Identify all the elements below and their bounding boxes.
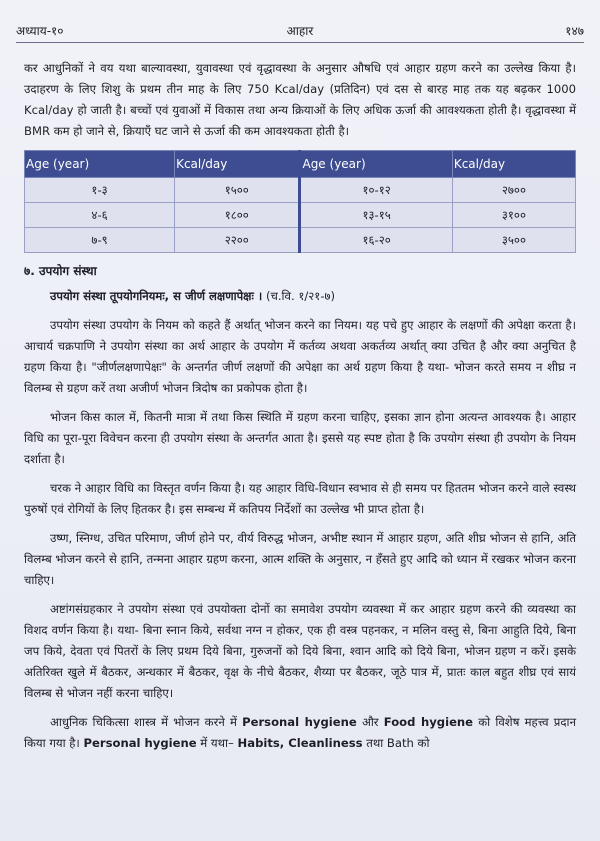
- chapter-title: आहार: [286, 24, 314, 38]
- term-habits-cleanliness: Habits, Cleanliness: [237, 736, 363, 750]
- table-row: [25, 178, 576, 203]
- paragraph: अष्टांगसंग्रहकार ने उपयोग संस्था एवं उपयोक्ता दोनों का समावेश उपयोग व्यवस्था में कर आहार ग्रहण करने की व्यवस्था का विशद वर्णन किया है। यथा- बिना स्नान किये, सर्वथा नग्न न होकर, एक ही वस्त्र पहनकर, न मलिन वस्तु से, बिना आहुति दिये, बिना जप किये, देवता एवं पितरों के लिए प्रथम दिये बिना, गुरुजनों को दिये बिना, श्वान आदि को दिये बिना, भोजन ग्रहण न करें। इसके अतिरिक्त खुले में बैठकर, अन्धकार में बैठकर, वृक्ष के नीचे बैठकर, शैय्या पर बैठकर, जूठे पात्र में, प्रातः काल बहुत शीघ्र एवं सायं विलम्ब से भोजन नहीं करना चाहिए।: [24, 602, 576, 700]
- table-row: [25, 228, 576, 253]
- header-age-1: Age (year): [25, 151, 175, 178]
- paragraph: उपयोग संस्था उपयोग के नियम को कहते हैं अर्थात् भोजन करने का नियम। यह पचे हुए आहार के लक्षणों की अपेक्षा करता है। आचार्य चक्रपाणि ने उपयोग संस्था का अर्थ आहार के उपयोग में कर्तव्य अथवा अकर्तव्य अर्थात् क्या उचित है और क्या अनुचित है ग्रहण किया है। "जीर्णलक्षणापेक्षः" के अन्तर्गत जीर्ण लक्षणों की अपेक्षा का अर्थ ग्रहण किया है यथा- भोजन करते समय न शीघ्र न विलम्ब से ग्रहण करें तथा अजीर्ण भोजन त्रिदोष का प्रकोपक होता है।: [24, 318, 576, 395]
- header-kcal-1: Kcal/day: [175, 151, 300, 178]
- table-header-row: [25, 151, 576, 178]
- last-paragraph: [24, 712, 576, 754]
- text-run: तथा Bath को: [366, 736, 430, 750]
- table-row: [25, 203, 576, 228]
- age-kcal-table: [24, 150, 576, 253]
- term-food-hygiene: Food hygiene: [383, 715, 474, 729]
- paragraph: उष्ण, स्निग्ध, उचित परिमाण, जीर्ण होने पर, वीर्य विरुद्ध भोजन, अभीष्ट स्थान में आहार ग्रहण, अति शीघ्र भोजन से हानि, अति विलम्ब भोजन करने से हानि, तन्मना आहार ग्रहण करना, आत्म शक्ति के अनुसार, न हँसते हुए आदि को ध्यान में रखकर भोजन करना चाहिए।: [24, 531, 576, 587]
- table-cell: १६-२०: [300, 228, 452, 253]
- table-cell: ३५००: [452, 228, 575, 253]
- sloka-line: [24, 286, 576, 307]
- text-run: को विशेष महत्त्व प्रदान किया गया है।: [24, 715, 576, 750]
- text-run: आधुनिक चिकित्सा शास्त्र में भोजन करने में: [50, 715, 237, 729]
- text-run: में यथा–: [200, 736, 234, 750]
- table-cell: १८००: [175, 203, 300, 228]
- page-number: १४७: [565, 24, 584, 38]
- header-age-2: Age (year): [300, 151, 452, 178]
- table-cell: १३-१५: [300, 203, 452, 228]
- paragraph: भोजन किस काल में, कितनी मात्रा में तथा किस स्थिति में ग्रहण करना चाहिए, इसका ज्ञान होना अत्यन्त आवश्यक है। आहार विधि का पूरा-पूरा विवेचन करना ही उपयोग संस्था के अन्तर्गत आता है। इससे यह स्पष्ट होता है कि उपयोग संस्था ही उपयोग के नियम दर्शाता है।: [24, 410, 576, 466]
- header-divider: [16, 42, 584, 43]
- table-cell: १०-१२: [300, 178, 452, 203]
- page-header: [16, 22, 584, 40]
- sloka-text: उपयोग संस्था तूपयोगनियमः, स जीर्ण लक्षणापेक्षः ।: [50, 289, 263, 303]
- sloka-reference: (च.वि. १/२१-७): [265, 289, 336, 303]
- section-heading: ७. उपयोग संस्था: [24, 264, 97, 278]
- table-cell: २७००: [452, 178, 575, 203]
- page-body: [24, 58, 576, 762]
- chapter-label: अध्याय-१०: [16, 24, 64, 38]
- table-cell: ७-९: [25, 228, 175, 253]
- table-cell: २२००: [175, 228, 300, 253]
- term-personal-hygiene: Personal hygiene: [83, 736, 197, 750]
- paragraph: चरक ने आहार विधि का विस्तृत वर्णन किया है। यह आहार विधि-विधान स्वभाव से ही समय पर हिततम भोजन करने वाले स्वस्थ पुरुषों एवं रोगियों के लिए हितकर है। इस सम्बन्ध में कतिपय निर्देशों का उल्लेख भी प्राप्त होता है।: [24, 481, 576, 516]
- table-cell: १५००: [175, 178, 300, 203]
- header-kcal-2: Kcal/day: [452, 151, 575, 178]
- term-personal-hygiene: Personal hygiene: [242, 715, 357, 729]
- table-cell: ४-६: [25, 203, 175, 228]
- intro-paragraph: कर आधुनिकों ने वय यथा बाल्यावस्था, युवावस्था एवं वृद्धावस्था के अनुसार औषधि एवं आहार ग्रहण करने का उल्लेख किया है। उदाहरण के लिए शिशु के प्रथम तीन माह के लिए 750 Kcal/day (प्रतिदिन) एवं दस से बारह माह तक यह बढ़कर 1000 Kcal/day हो जाती है। बच्चों एवं युवाओं में विकास तथा अन्य क्रियाओं के लिए अधिक ऊर्जा की आवश्यकता होती है। वृद्धावस्था में BMR कम हो जाने से, क्रियाएँ घट जाने से ऊर्जा की कम आवश्यकता होती है।: [24, 61, 576, 138]
- table-cell: ३१००: [452, 203, 575, 228]
- text-run: और: [361, 715, 379, 729]
- table-cell: १-३: [25, 178, 175, 203]
